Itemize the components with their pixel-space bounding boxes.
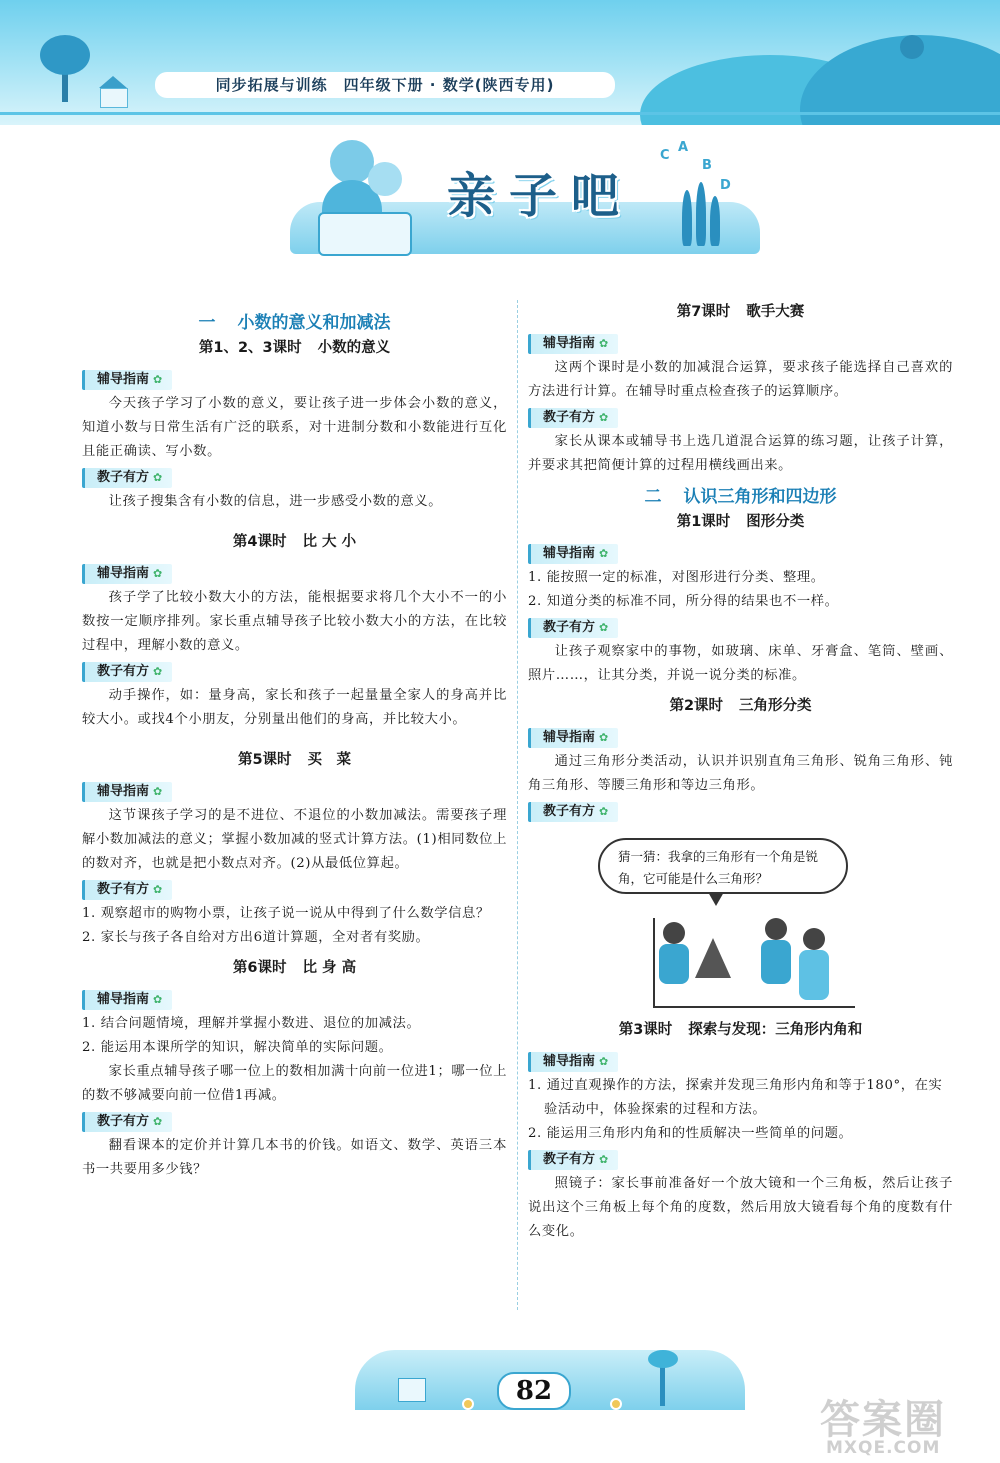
sprout-icon: ✿	[599, 1055, 609, 1068]
sprout-icon: ✿	[599, 547, 609, 560]
guide-tag: 辅导指南 ✿	[82, 564, 172, 584]
teach-tag: 教子有方 ✿	[82, 880, 172, 900]
sprout-icon: ✿	[153, 567, 163, 580]
teach-text: 让孩子搜集含有小数的信息，进一步感受小数的意义。	[108, 494, 443, 509]
unit-title: 二 认识三角形和四边形	[644, 487, 837, 507]
lesson-title: 第6课时 比 身 高	[232, 960, 357, 976]
header-band	[0, 0, 1000, 125]
guide-tag: 辅导指南 ✿	[528, 1052, 618, 1072]
child-figure-icon	[659, 944, 689, 984]
list-item: 1. 通过直观操作的方法，探索并发现三角形内角和等于180°，在实验活动中，体验探索的过程和方法。	[528, 1078, 943, 1117]
child-figure-icon	[799, 950, 829, 1000]
speech-bubble-tail	[708, 892, 724, 906]
child-figure-icon	[761, 940, 791, 984]
palm-tree-icon	[648, 1350, 678, 1368]
guide-text: 这两个课时是小数的加减混合运算，要求孩子能选择自己喜欢的方法进行计算。在辅导时重点检查孩子的运算顺序。	[528, 360, 953, 399]
teach-text: 家长从课本或辅导书上选几道混合运算的练习题，让孩子计算，并要求其把简便计算的过程用横线画出来。	[528, 434, 953, 473]
teach-tag: 教子有方 ✿	[528, 618, 618, 638]
child-head-icon	[368, 162, 402, 196]
guessing-game-illustration	[558, 838, 888, 1008]
tree-icon	[40, 35, 90, 75]
teach-tag: 教子有方 ✿	[82, 1112, 172, 1132]
sprout-icon: ✿	[153, 993, 163, 1006]
sprout-icon: ✿	[599, 805, 609, 818]
lesson-title: 第3课时 探索与发现：三角形内角和	[618, 1022, 863, 1038]
teach-tag: 教子有方 ✿	[528, 408, 618, 428]
guide-text: 家长重点辅导孩子哪一位上的数相加满十向前一位进1；哪一位上的数不够减要向前一位借1再减。	[82, 1064, 507, 1103]
guide-text: 通过三角形分类活动，认识并识别直角三角形、锐角三角形、钝角三角形、等腰三角形和等边三角形。	[528, 754, 953, 793]
child-figure-icon	[663, 922, 685, 944]
left-column	[82, 295, 507, 1182]
open-book-icon	[318, 212, 412, 256]
sprout-icon: ✿	[599, 621, 609, 634]
watermark-logo: 答案圈	[820, 1397, 946, 1443]
lesson-title: 第7课时 歌手大赛	[676, 304, 805, 320]
banner-title: 亲子吧	[446, 168, 633, 224]
sprout-icon: ✿	[599, 731, 609, 744]
cypress-tree-icon	[696, 182, 706, 246]
teach-text: 让孩子观察家中的事物，如玻璃、床单、牙膏盒、笔筒、壁画、照片……，让其分类，并说一说分类的标准。	[528, 644, 953, 683]
guide-text: 孩子学了比较小数大小的方法，能根据要求将几个大小不一的小数按一定顺序排列。家长重点辅导孩子比较小数大小的方法，在比较过程中，理解小数的意义。	[82, 590, 507, 653]
sprout-icon: ✿	[153, 665, 163, 678]
speech-bubble: 猜一猜：我拿的三角形有一个角是锐角，它可能是什么三角形？	[598, 838, 848, 894]
flower-icon	[610, 1398, 622, 1410]
teach-text: 照镜子：家长事前准备好一个放大镜和一个三角板，然后让孩子说出这个三角板上每个角的度数，然后用放大镜看每个角的度数有什么变化。	[528, 1176, 953, 1239]
right-column	[528, 295, 953, 1244]
unit-title: 一 小数的意义和加减法	[198, 313, 391, 333]
sprout-icon: ✿	[153, 471, 163, 484]
section-banner	[290, 140, 760, 260]
guide-tag: 辅导指南 ✿	[82, 990, 172, 1010]
watermark	[820, 1388, 990, 1460]
lesson-title: 第2课时 三角形分类	[669, 698, 812, 714]
palm-tree-icon	[660, 1362, 665, 1406]
roof-icon	[99, 76, 127, 88]
guide-tag: 辅导指南 ✿	[528, 728, 618, 748]
list-item: 1. 观察超市的购物小票，让孩子说一说从中得到了什么数学信息？	[82, 906, 490, 921]
lesson-title: 第4课时 比 大 小	[232, 534, 357, 550]
sprout-icon: ✿	[153, 785, 163, 798]
sprout-icon: ✿	[153, 1115, 163, 1128]
sunflower-icon	[900, 35, 924, 59]
banner-letter: B	[702, 158, 712, 173]
house-icon	[100, 88, 128, 108]
list-item: 2. 能运用三角形内角和的性质解决一些简单的问题。	[528, 1126, 853, 1141]
guide-tag: 辅导指南 ✿	[82, 782, 172, 802]
banner-letter: A	[678, 140, 689, 155]
guide-tag: 辅导指南 ✿	[528, 334, 618, 354]
watermark-url: MXQE.COM	[826, 1438, 941, 1458]
sprout-icon: ✿	[599, 411, 609, 424]
teach-tag: 教子有方 ✿	[82, 468, 172, 488]
page-number: 82	[497, 1372, 571, 1410]
list-item: 1. 结合问题情境，理解并掌握小数进、退位的加减法。	[82, 1016, 421, 1031]
child-figure-icon	[803, 928, 825, 950]
teach-text: 动手操作，如：量身高，家长和孩子一起量量全家人的身高并比较大小。或找4个小朋友，分别量出他们的身高，并比较大小。	[82, 688, 507, 727]
teach-tag: 教子有方 ✿	[528, 802, 618, 822]
lesson-title: 第1、2、3课时 小数的意义	[198, 340, 391, 356]
flower-icon	[462, 1398, 474, 1410]
child-figure-icon	[765, 918, 787, 940]
sprout-icon: ✿	[153, 883, 163, 896]
teach-tag: 教子有方 ✿	[82, 662, 172, 682]
banner-letter: D	[720, 178, 731, 193]
guide-tag: 辅导指南 ✿	[528, 544, 618, 564]
scene-frame	[653, 918, 855, 1008]
list-item: 2. 家长与孩子各自给对方出6道计算题，全对者有奖励。	[82, 930, 430, 945]
teach-tag: 教子有方 ✿	[528, 1150, 618, 1170]
list-item: 2. 知道分类的标准不同，所分得的结果也不一样。	[528, 594, 839, 609]
banner-letter: C	[660, 148, 670, 163]
guide-text: 今天孩子学习了小数的意义，要让孩子进一步体会小数的意义，知道小数与日常生活有广泛的联系，对十进制分数和小数能进行互化且能正确读、写小数。	[82, 396, 507, 459]
list-item: 2. 能运用本课所学的知识，解决简单的实际问题。	[82, 1040, 393, 1055]
guide-text: 这节课孩子学习的是不进位、不退位的小数加减法。需要孩子理解小数加减法的意义；掌握小数加减的竖式计算方法。(1)相同数位上的数对齐，也就是把小数点对齐。(2)从最低位算起。	[82, 808, 507, 871]
sprout-icon: ✿	[599, 337, 609, 350]
header-title: 同步拓展与训练 四年级下册 · 数学(陕西专用)	[155, 72, 615, 98]
house-icon	[398, 1378, 426, 1402]
lesson-title: 第5课时 买 菜	[237, 752, 352, 768]
teach-text: 翻看课本的定价并计算几本书的价钱。如语文、数学、英语三本书一共要用多少钱？	[82, 1138, 507, 1177]
list-item: 1. 能按照一定的标准，对图形进行分类、整理。	[528, 570, 825, 585]
sprout-icon: ✿	[153, 373, 163, 386]
header-divider	[0, 112, 1000, 115]
guide-tag: 辅导指南 ✿	[82, 370, 172, 390]
column-divider	[517, 300, 518, 1310]
sprout-icon: ✿	[599, 1153, 609, 1166]
triangle-board-icon	[695, 938, 731, 978]
cypress-tree-icon	[710, 196, 720, 246]
lesson-title: 第1课时 图形分类	[676, 514, 805, 530]
cypress-tree-icon	[682, 190, 692, 246]
